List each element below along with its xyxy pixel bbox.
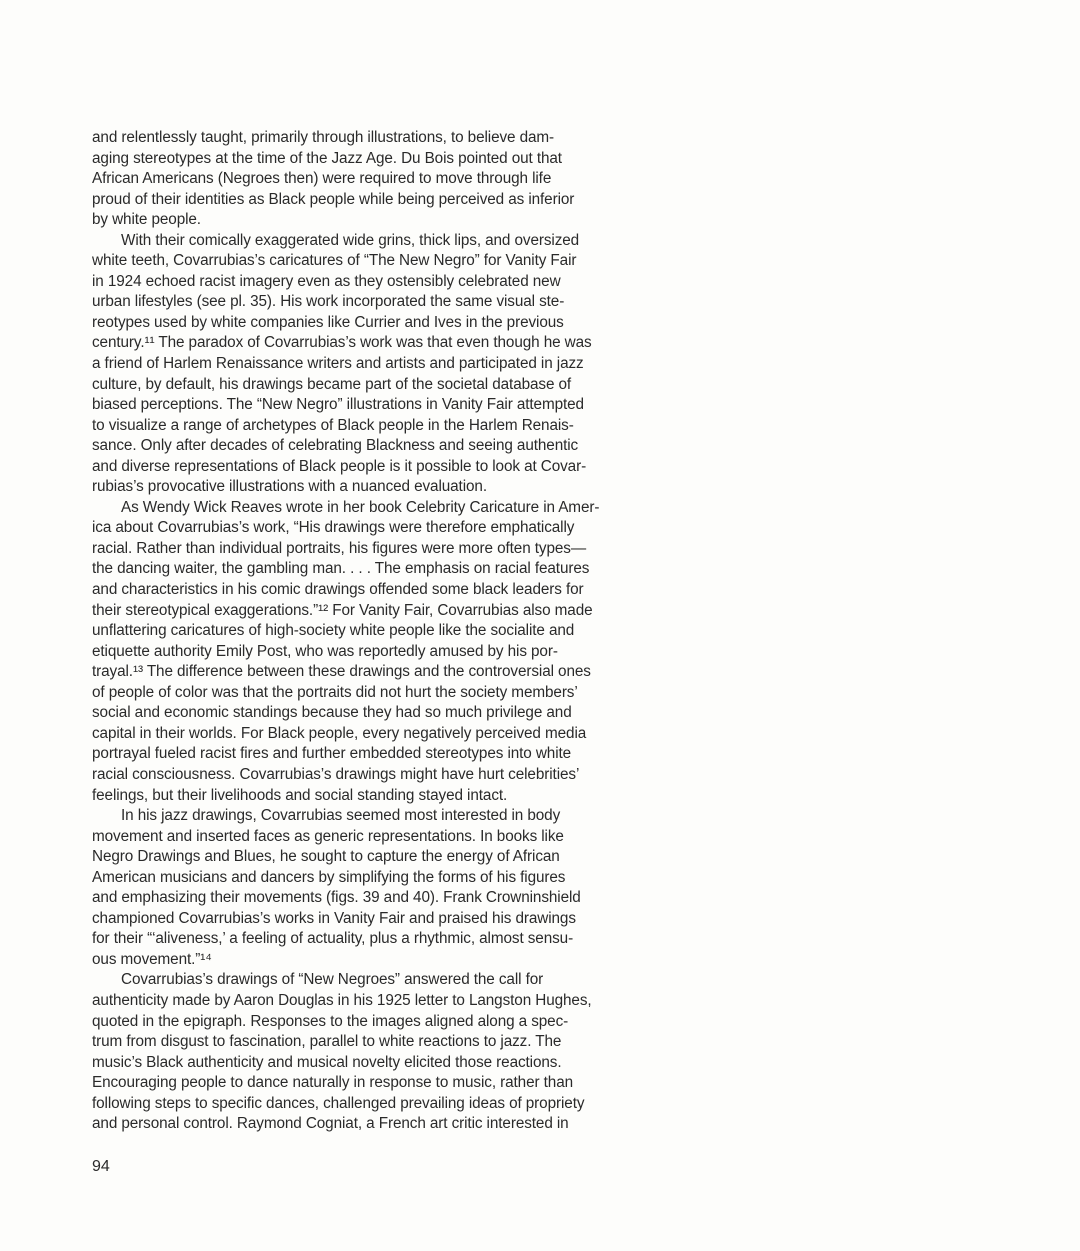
text-line: social and economic standings because they had so much privilege and xyxy=(92,704,572,722)
text-line: quoted in the epigraph. Responses to the images aligned along a spec- xyxy=(92,1012,569,1030)
text-line: and relentlessly taught, primarily through illustrations, to believe dam- xyxy=(92,129,555,146)
text-line: urban lifestyles (see pl. 35). His work incorporated the same visual ste- xyxy=(92,293,565,311)
text-line: a friend of Harlem Renaissance writers and artists and participated in jazz xyxy=(92,355,584,373)
text-line: In his jazz drawings, Covarrubias seemed most interested in body xyxy=(121,807,561,825)
text-line: capital in their worlds. For Black people, every negatively perceived media xyxy=(92,724,587,742)
text-line: and diverse representations of Black people is it possible to look at Covar- xyxy=(92,457,587,475)
text-line: ica about Covarrubias’s work, “His drawings were therefore emphatically xyxy=(92,519,575,537)
text-line: by white people. xyxy=(92,211,201,229)
text-line: championed Covarrubias’s works in Vanity Fair and praised his drawings xyxy=(92,909,576,927)
text-line: portrayal fueled racist fires and further embedded stereotypes into white xyxy=(92,745,572,763)
text-line: authenticity made by Aaron Douglas in his 1925 letter to Langston Hughes, xyxy=(92,991,592,1009)
text-line: aging stereotypes at the time of the Jazz Age. Du Bois pointed out that xyxy=(92,149,562,167)
text-line: rubias’s provocative illustrations with a nuanced evaluation. xyxy=(92,478,487,496)
text-line: in 1924 echoed racist imagery even as they ostensibly celebrated new xyxy=(92,272,561,290)
text-line: etiquette authority Emily Post, who was reportedly amused by his por- xyxy=(92,642,558,660)
text-line: their stereotypical exaggerations.”¹² For Vanity Fair, Covarrubias also made xyxy=(92,601,593,619)
text-line: music’s Black authenticity and musical novelty elicited those reactions. xyxy=(92,1053,562,1071)
text-line: feelings, but their livelihoods and social standing stayed intact. xyxy=(92,786,508,804)
text-line: proud of their identities as Black people while being perceived as inferior xyxy=(92,190,575,208)
text-line: With their comically exaggerated wide grins, thick lips, and oversized xyxy=(121,231,580,249)
text-line: century.¹¹ The paradox of Covarrubias’s work was that even though he was xyxy=(92,334,592,352)
text-line: culture, by default, his drawings became part of the societal database of xyxy=(92,375,572,393)
text-line: and emphasizing their movements (figs. 39 and 40). Frank Crowninshield xyxy=(92,889,581,907)
text-line: Negro Drawings and Blues, he sought to capture the energy of African xyxy=(92,848,560,866)
text-line: to visualize a range of archetypes of Black people in the Harlem Renais- xyxy=(92,416,574,434)
text-line: of people of color was that the portraits did not hurt the society members’ xyxy=(92,683,578,701)
text-line: unflattering caricatures of high-society white people like the socialite and xyxy=(92,622,575,640)
text-line: and characteristics in his comic drawings offended some black leaders for xyxy=(92,581,584,599)
text-line: the dancing waiter, the gambling man. . . . The emphasis on racial features xyxy=(92,560,590,578)
text-line: following steps to specific dances, challenged prevailing ideas of propriety xyxy=(92,1094,585,1112)
text-line: trum from disgust to fascination, parallel to white reactions to jazz. The xyxy=(92,1033,562,1051)
text-line: white teeth, Covarrubias’s caricatures of “The New Negro” for Vanity Fair xyxy=(92,252,577,270)
text-line: biased perceptions. The “New Negro” illustrations in Vanity Fair attempted xyxy=(92,396,584,414)
text-line: for their “‘aliveness,’ a feeling of actuality, plus a rhythmic, almost sensu- xyxy=(92,930,574,948)
text-line: American musicians and dancers by simplifying the forms of his figures xyxy=(92,868,566,886)
text-line: ous movement.”¹⁴ xyxy=(92,950,212,968)
text-line: trayal.¹³ The difference between these drawings and the controversial ones xyxy=(92,663,591,681)
page-number: 94 xyxy=(92,1158,110,1175)
text-line: As Wendy Wick Reaves wrote in her book Celebrity Caricature in Amer- xyxy=(121,498,600,516)
text-line: Covarrubias’s drawings of “New Negroes” answered the call for xyxy=(121,971,544,989)
text-line: racial. Rather than individual portraits, his figures were more often types— xyxy=(92,539,587,557)
text-line: reotypes used by white companies like Currier and Ives in the previous xyxy=(92,313,564,331)
text-line: African Americans (Negroes then) were required to move through life xyxy=(92,170,552,188)
body-text xyxy=(92,128,622,1135)
text-line: racial consciousness. Covarrubias’s drawings might have hurt celebrities’ xyxy=(92,765,580,783)
text-line: and personal control. Raymond Cogniat, a French art critic interested in xyxy=(92,1115,569,1133)
text-line: movement and inserted faces as generic representations. In books like xyxy=(92,827,564,845)
text-line: sance. Only after decades of celebrating Blackness and seeing authentic xyxy=(92,437,579,455)
text-line: Encouraging people to dance naturally in response to music, rather than xyxy=(92,1074,574,1092)
